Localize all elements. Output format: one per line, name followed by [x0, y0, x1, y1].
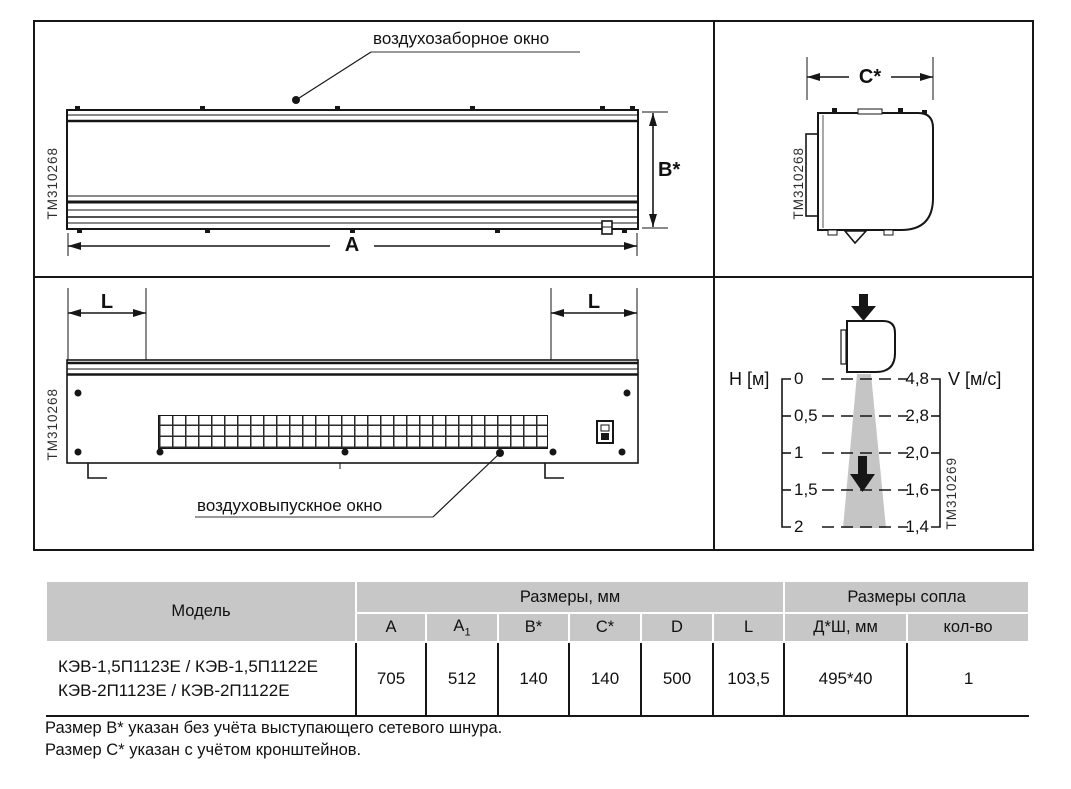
group-header-nozzle: Размеры сопла [784, 581, 1029, 613]
intake-window-label: воздухозаборное окно [373, 29, 550, 48]
cell-model: КЭВ-1,5П1123Е / КЭВ-1,5П1122Е КЭВ-2П1123Е / КЭВ-2П1122Е [46, 642, 356, 716]
h-tick-1: 1 [794, 443, 804, 462]
v-tick-20: 2,0 [905, 443, 929, 462]
col-header-c: С* [569, 613, 641, 642]
front-view-drawing [67, 52, 668, 256]
outlet-window-label: воздуховыпускное окно [197, 496, 383, 515]
h-tick-05: 0,5 [794, 406, 818, 425]
outlet-grille [158, 415, 548, 449]
col-header-a1: $А_1$ [426, 613, 498, 642]
v-tick-48: 4,8 [905, 369, 929, 388]
table-row [46, 642, 1029, 716]
col-header-d: D [641, 613, 713, 642]
cell-l: 103,5 [713, 642, 784, 716]
col-header-a: А [356, 613, 426, 642]
footnote-b-star: Размер В* указан без учёта выступающего сетевого шнура. [45, 719, 503, 737]
bottom-view-drawing [67, 288, 638, 517]
cell-d: 500 [641, 642, 713, 716]
dim-label-a: A [330, 234, 374, 257]
group-header-dimensions: Размеры, мм [356, 581, 784, 613]
col-header-nozzle-count: кол-во [907, 613, 1029, 642]
v-tick-28: 2,8 [905, 406, 929, 425]
h-tick-15: 1,5 [794, 480, 818, 499]
airflow-height-axis-label: H [м] [729, 369, 770, 389]
cell-a: 705 [356, 642, 426, 716]
v-tick-14: 1,4 [905, 517, 929, 536]
stamp-front-view: TM310268 [45, 147, 60, 220]
cell-b: 140 [498, 642, 569, 716]
dim-label-l-right: L [587, 291, 601, 313]
col-header-nozzle-size: Д*Ш, мм [784, 613, 907, 642]
col-header-l: L [713, 613, 784, 642]
stamp-airflow-chart: TM310269 [944, 457, 959, 530]
dim-label-l-left: L [100, 291, 114, 313]
dimensions-table [45, 580, 1030, 717]
col-header-model: Модель [46, 581, 356, 642]
cell-a1: 512 [426, 642, 498, 716]
h-tick-0: 0 [794, 369, 804, 388]
dim-label-b: B* [658, 159, 681, 181]
dim-label-c: C* [849, 66, 891, 89]
cell-nozzle-count: 1 [907, 642, 1029, 716]
stamp-bottom-view: TM310268 [45, 388, 60, 461]
v-tick-16: 1,6 [905, 480, 929, 499]
cell-c: 140 [569, 642, 641, 716]
stamp-side-view: TM310268 [791, 147, 806, 220]
h-tick-2: 2 [794, 517, 804, 536]
airflow-velocity-axis-label: V [м/с] [948, 369, 1002, 389]
cell-nozzle-size: 495*40 [784, 642, 907, 716]
footnote-c-star: Размер С* указан с учётом кронштейнов. [45, 741, 362, 759]
col-header-b: В* [498, 613, 569, 642]
